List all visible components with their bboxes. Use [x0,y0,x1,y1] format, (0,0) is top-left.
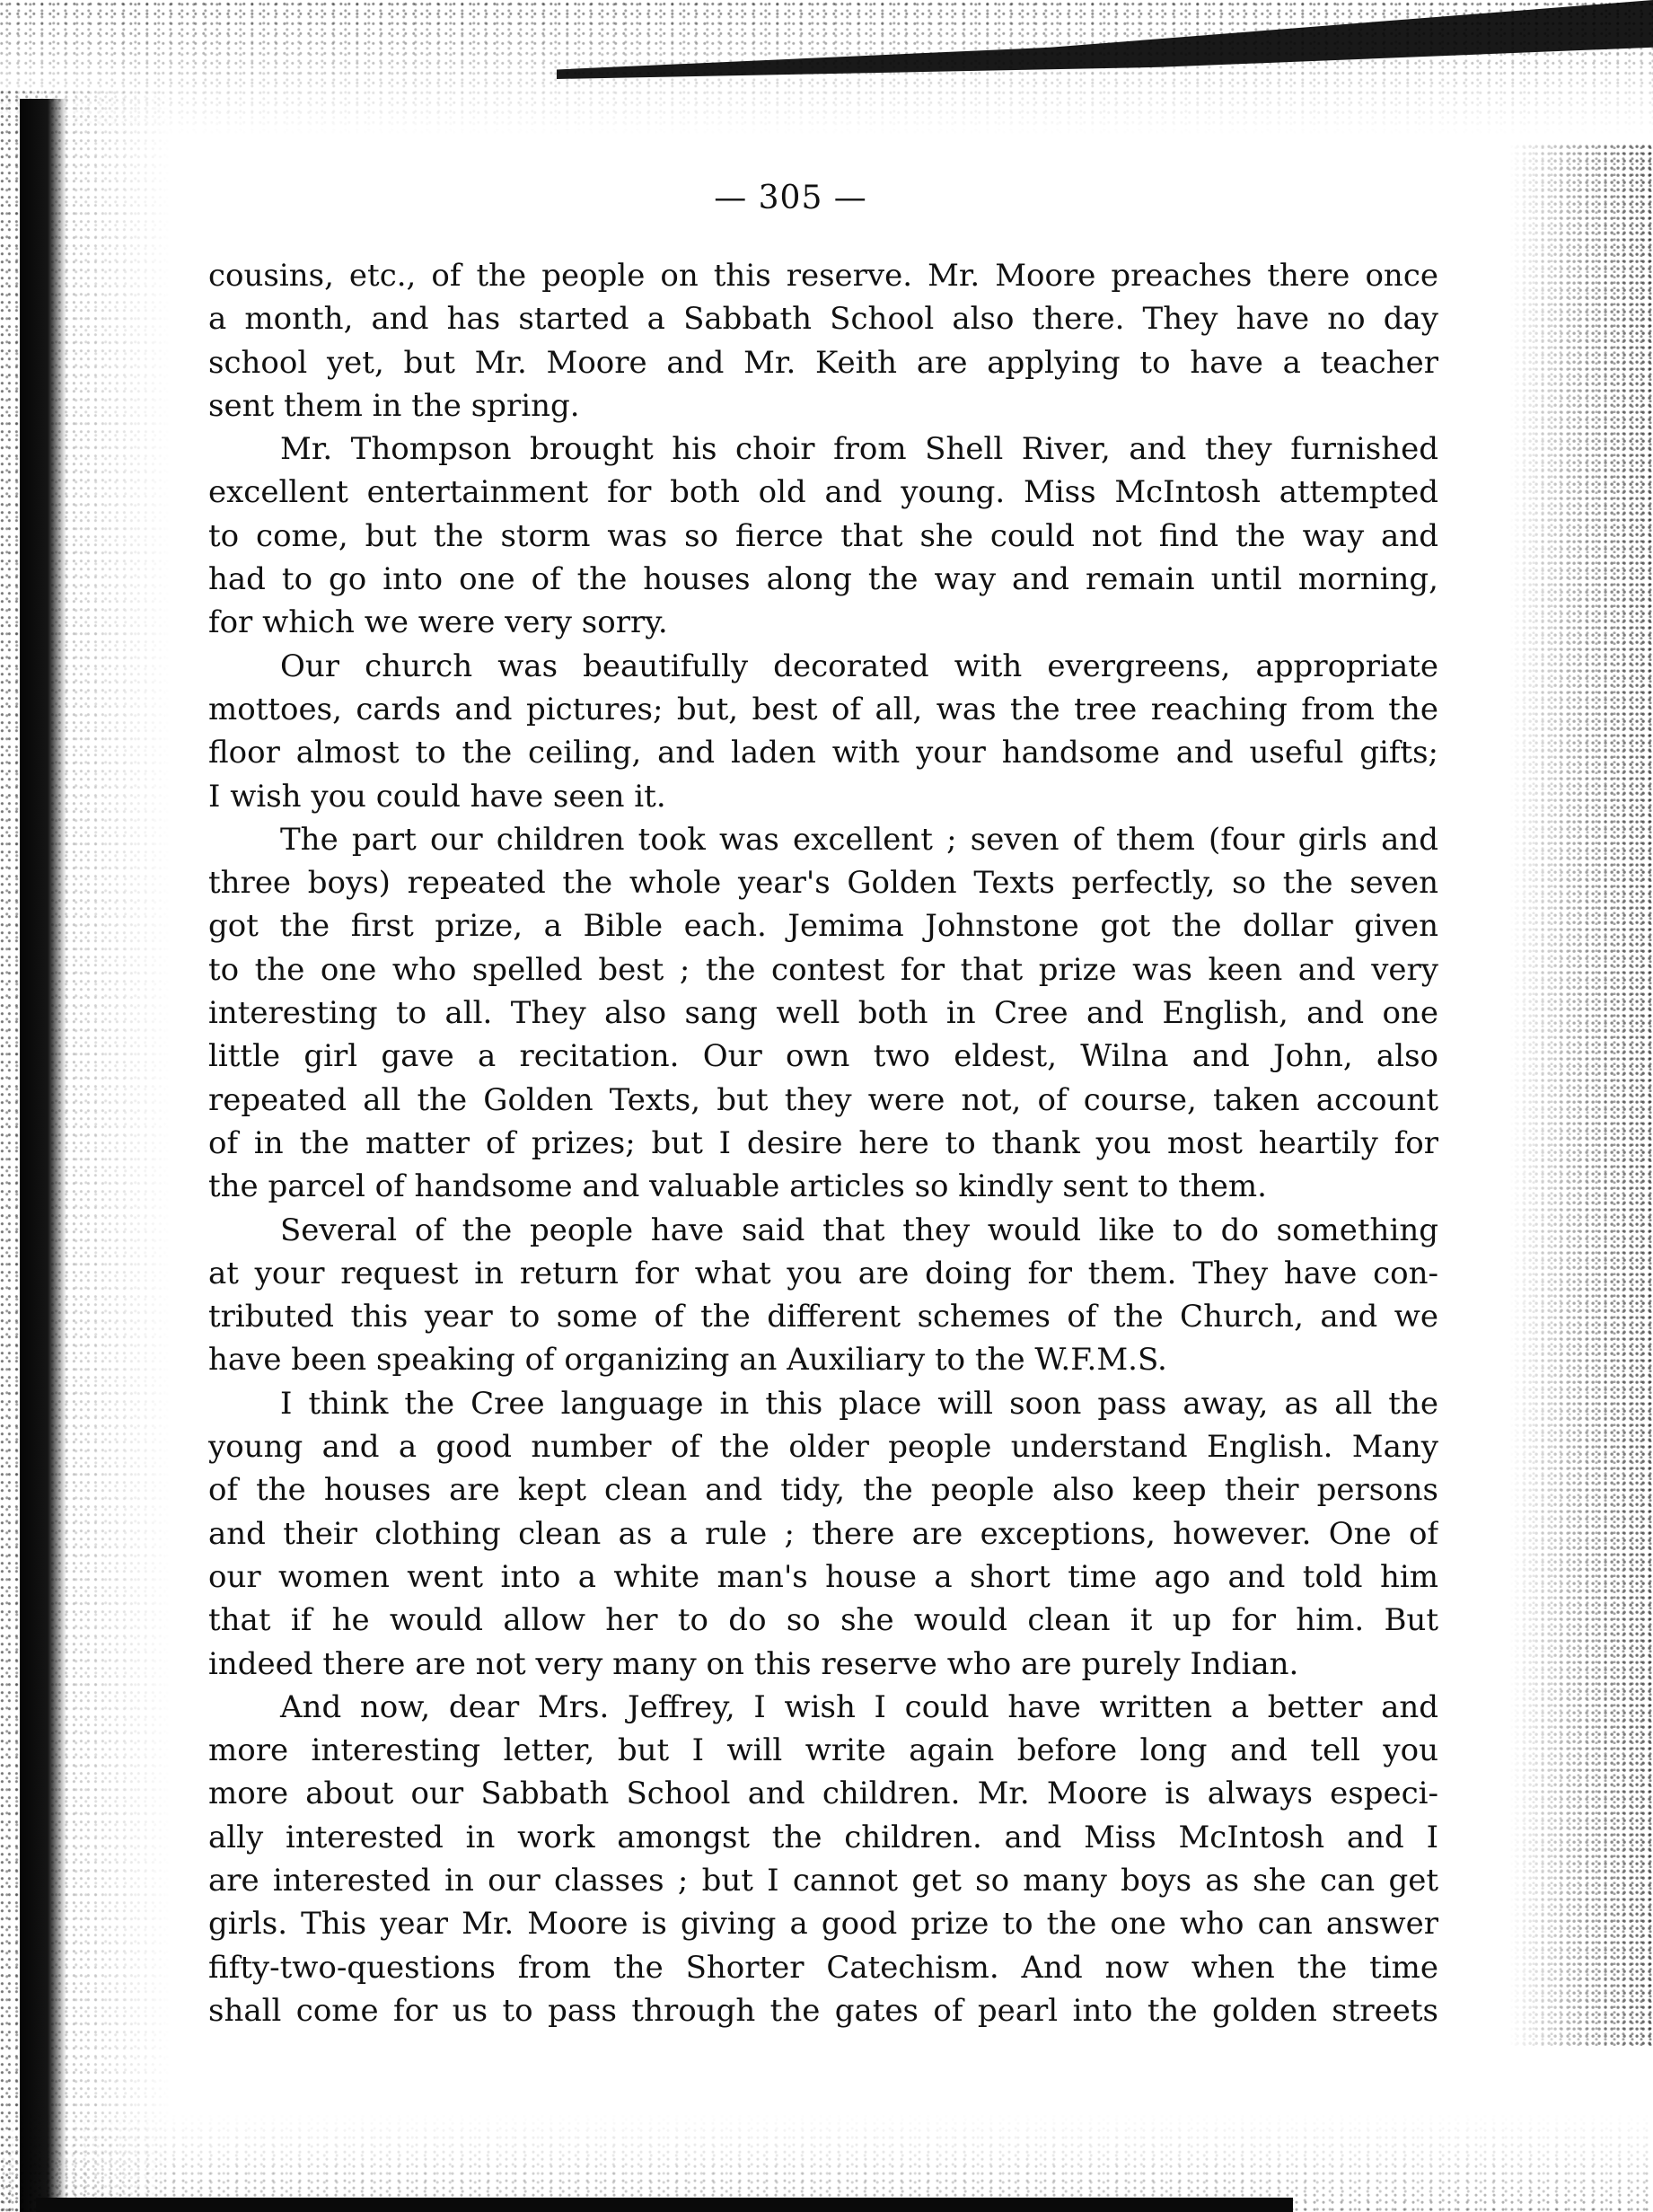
body-text [208,254,1438,2032]
text-line: to come, but the storm was so fierce that she could not find the way and [208,517,1438,554]
text-line: ally interested in work amongst the children. and Miss McIntosh and I [208,1819,1438,1855]
text-line: I think the Cree language in this place will soon pass away, as all the [280,1385,1438,1422]
text-line: more interesting letter, but I will write again before long and tell you [208,1732,1438,1769]
text-line: interesting to all. They also sang well both in Cree and English, and one [208,995,1438,1032]
text-line: our women went into a white man's house a short time ago and told him [208,1558,1438,1595]
text-line: I wish you could have seen it. [208,778,666,815]
text-line: Several of the people have said that they would like to do something [280,1212,1438,1248]
text-line: excellent entertainment for both old and young. Miss McIntosh attempted [208,474,1438,511]
text-line: school yet, but Mr. Moore and Mr. Keith are applying to have a teacher [208,344,1438,381]
scan-binding-left [20,99,66,2212]
text-line: indeed there are not very many on this reserve who are purely Indian. [208,1645,1299,1682]
text-line: mottoes, cards and pictures; but, best of all, was the tree reaching from the [208,691,1438,727]
text-line: a month, and has started a Sabbath School also there. They have no day [208,301,1438,338]
text-line: repeated all the Golden Texts, but they were not, of course, taken account [208,1081,1438,1118]
text-line: And now, dear Mrs. Jeffrey, I wish I could have written a better and [280,1688,1438,1725]
scan-binding-bottom [36,2198,1293,2212]
text-line: got the first prize, a Bible each. Jemima Johnstone got the dollar given [208,908,1438,945]
text-line: that if he would allow her to do so she would clean it up for him. But [208,1602,1438,1639]
text-line: and their clothing clean as a rule ; there are exceptions, however. One of [208,1515,1438,1552]
text-line: to the one who spelled best ; the contest for that prize was keen and very [208,951,1438,988]
text-line: Mr. Thompson brought his choir from Shell River, and they furnished [280,431,1438,468]
scan-edge-right [1509,144,1653,2048]
text-line: girls. This year Mr. Moore is giving a good prize to the one who can answer [208,1906,1438,1943]
text-line: tributed this year to some of the different schemes of the Church, and we [208,1299,1438,1335]
text-line: the parcel of handsome and valuable articles so kindly sent to them. [208,1168,1267,1205]
text-line: fifty-two-questions from the Shorter Catechism. And now when the time [208,1949,1438,1986]
text-line: at your request in return for what you are doing for them. They have con- [208,1255,1438,1291]
text-line: floor almost to the ceiling, and laden with your handsome and useful gifts; [208,735,1438,771]
text-line: Our church was beautifully decorated with evergreens, appropriate [280,648,1438,684]
text-line: are interested in our classes ; but I cannot get so many boys as she can get [208,1862,1438,1899]
text-line: three boys) repeated the whole year's Golden Texts perfectly, so the seven [208,865,1438,902]
text-line: little girl gave a recitation. Our own two eldest, Wilna and John, also [208,1038,1438,1075]
text-line: have been speaking of organizing an Auxiliary to the W.F.M.S. [208,1342,1167,1379]
text-line: of in the matter of prizes; but I desire here to thank you most heartily for [208,1124,1438,1161]
text-line: The part our children took was excellent ; seven of them (four girls and [280,821,1438,858]
text-line: had to go into one of the houses along the way and remain until morning, [208,561,1438,598]
text-line: more about our Sabbath School and children. Mr. Moore is always especi- [208,1776,1438,1812]
page-number: — 305 — [714,180,867,216]
text-line: shall come for us to pass through the gates of pearl into the golden streets [208,1992,1438,2029]
text-line: of the houses are kept clean and tidy, the people also keep their persons [208,1472,1438,1509]
text-line: for which we were very sorry. [208,604,668,641]
text-line: sent them in the spring. [208,387,580,424]
text-line: cousins, etc., of the people on this reserve. Mr. Moore preaches there once [208,258,1438,294]
text-line: young and a good number of the older people understand English. Many [208,1429,1438,1466]
